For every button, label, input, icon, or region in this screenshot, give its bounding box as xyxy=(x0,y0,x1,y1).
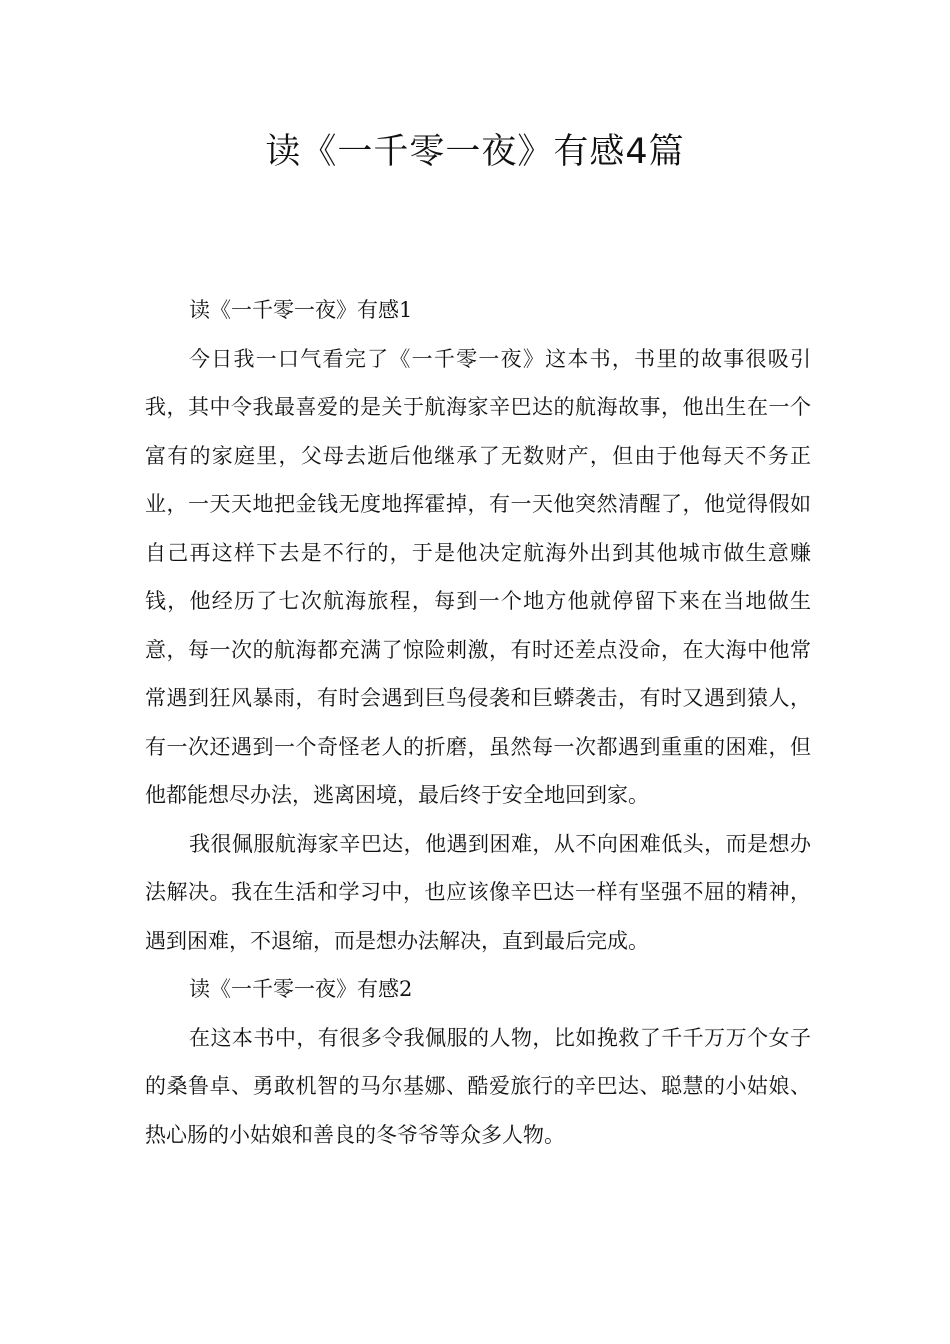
paragraph-3: 在这本书中，有很多令我佩服的人物，比如挽救了千千万万个女子的桑鲁卓、勇敢机智的马尔基娜、酷爱旅行的辛巴达、聪慧的小姑娘、热心肠的小姑娘和善良的冬爷爷等众多人物。 xyxy=(145,1025,811,1147)
paragraph-1: 今日我一口气看完了《一千零一夜》这本书，书里的故事很吸引我，其中令我最喜爱的是关于航海家辛巴达的航海故事，他出生在一个富有的家庭里，父母去逝后他继承了无数财产，但由于他每天不务正业，一天天地把金钱无度地挥霍掉，有一天他突然清醒了，他觉得假如自己再这样下去是不行的，于是他决定航海外出到其他城市做生意赚钱，他经历了七次航海旅程，每到一个地方他就停留下来在当地做生意，每一次的航海都充满了惊险刺激，有时还差点没命，在大海中他常常遇到狂风暴雨，有时会遇到巨鸟侵袭和巨蟒袭击，有时又遇到猿人，有一次还遇到一个奇怪老人的折磨，虽然每一次都遇到重重的困难，但他都能想尽办法，逃离困境，最后终于安全地回到家。 xyxy=(145,346,811,807)
section-heading-2: 读《一千零一夜》有感2 xyxy=(189,977,413,1001)
document-body xyxy=(145,286,811,1159)
paragraph-2: 我很佩服航海家辛巴达，他遇到困难，从不向困难低头，而是想办法解决。我在生活和学习中，也应该像辛巴达一样有坚强不屈的精神，遇到困难，不退缩，而是想办法解决，直到最后完成。 xyxy=(145,831,811,953)
document-title: 读《一千零一夜》有感4篇 xyxy=(265,132,685,172)
section-heading-1: 读《一千零一夜》有感1 xyxy=(189,298,413,322)
